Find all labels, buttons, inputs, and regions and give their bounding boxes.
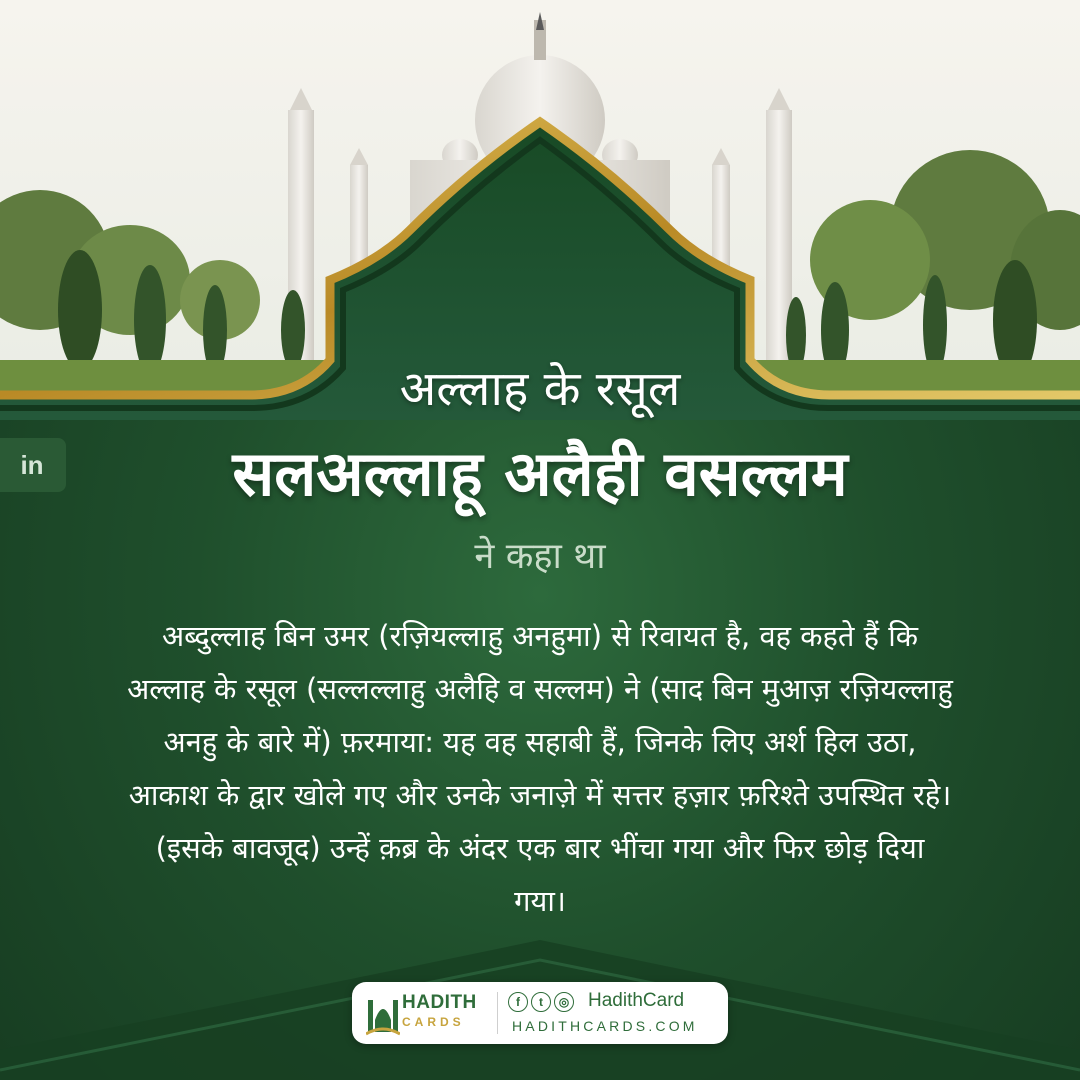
divider bbox=[497, 992, 498, 1034]
facebook-icon[interactable]: f bbox=[508, 992, 528, 1012]
social-handle: HadithCard bbox=[588, 990, 685, 1011]
logo-line1: HADITH bbox=[402, 992, 477, 1013]
logo-text bbox=[402, 992, 477, 1030]
hadith-text bbox=[60, 610, 1020, 928]
instagram-icon[interactable]: ◎ bbox=[554, 992, 574, 1012]
heading-line3: ने कहा था bbox=[474, 536, 606, 577]
hadith-line: अब्दुल्लाह बिन उमर (रज़ियल्लाहु अनहुमा) से रिवायत है, वह कहते हैं कि bbox=[161, 619, 919, 653]
hadith-line: अल्लाह के रसूल (सल्लल्लाहु अलैहि व सल्लम) ने (साद बिन मुआज़ रज़ियल्लाहु bbox=[127, 672, 953, 706]
heading-line2: सलअल्लाहू अलैही वसल्लम bbox=[232, 437, 848, 510]
twitter-icon[interactable]: t bbox=[531, 992, 551, 1012]
footer-badge bbox=[352, 982, 728, 1044]
website-link[interactable]: HADITHCARDS.COM bbox=[512, 1018, 698, 1034]
hadith-line: गया। bbox=[514, 884, 566, 918]
linkedin-icon: in bbox=[20, 449, 44, 480]
hadith-line: आकाश के द्वार खोले गए और उनके जनाज़े में सत्तर हज़ार फ़रिश्ते उपस्थित रहे। bbox=[128, 778, 952, 812]
logo-line2: CARDS bbox=[402, 1015, 465, 1029]
hadith-line: (इसके बावजूद) उन्हें क़ब्र के अंदर एक बार भींचा गया और फिर छोड़ दिया bbox=[155, 831, 925, 865]
hadith-line: अनहु के बारे में) फ़रमाया: यह वह सहाबी हैं, जिनके लिए अर्श हिल उठा, bbox=[163, 725, 917, 759]
mosque-logo-icon bbox=[366, 990, 400, 1036]
heading-line1: अल्लाह के रसूल bbox=[399, 361, 681, 417]
social-icons bbox=[508, 992, 574, 1012]
